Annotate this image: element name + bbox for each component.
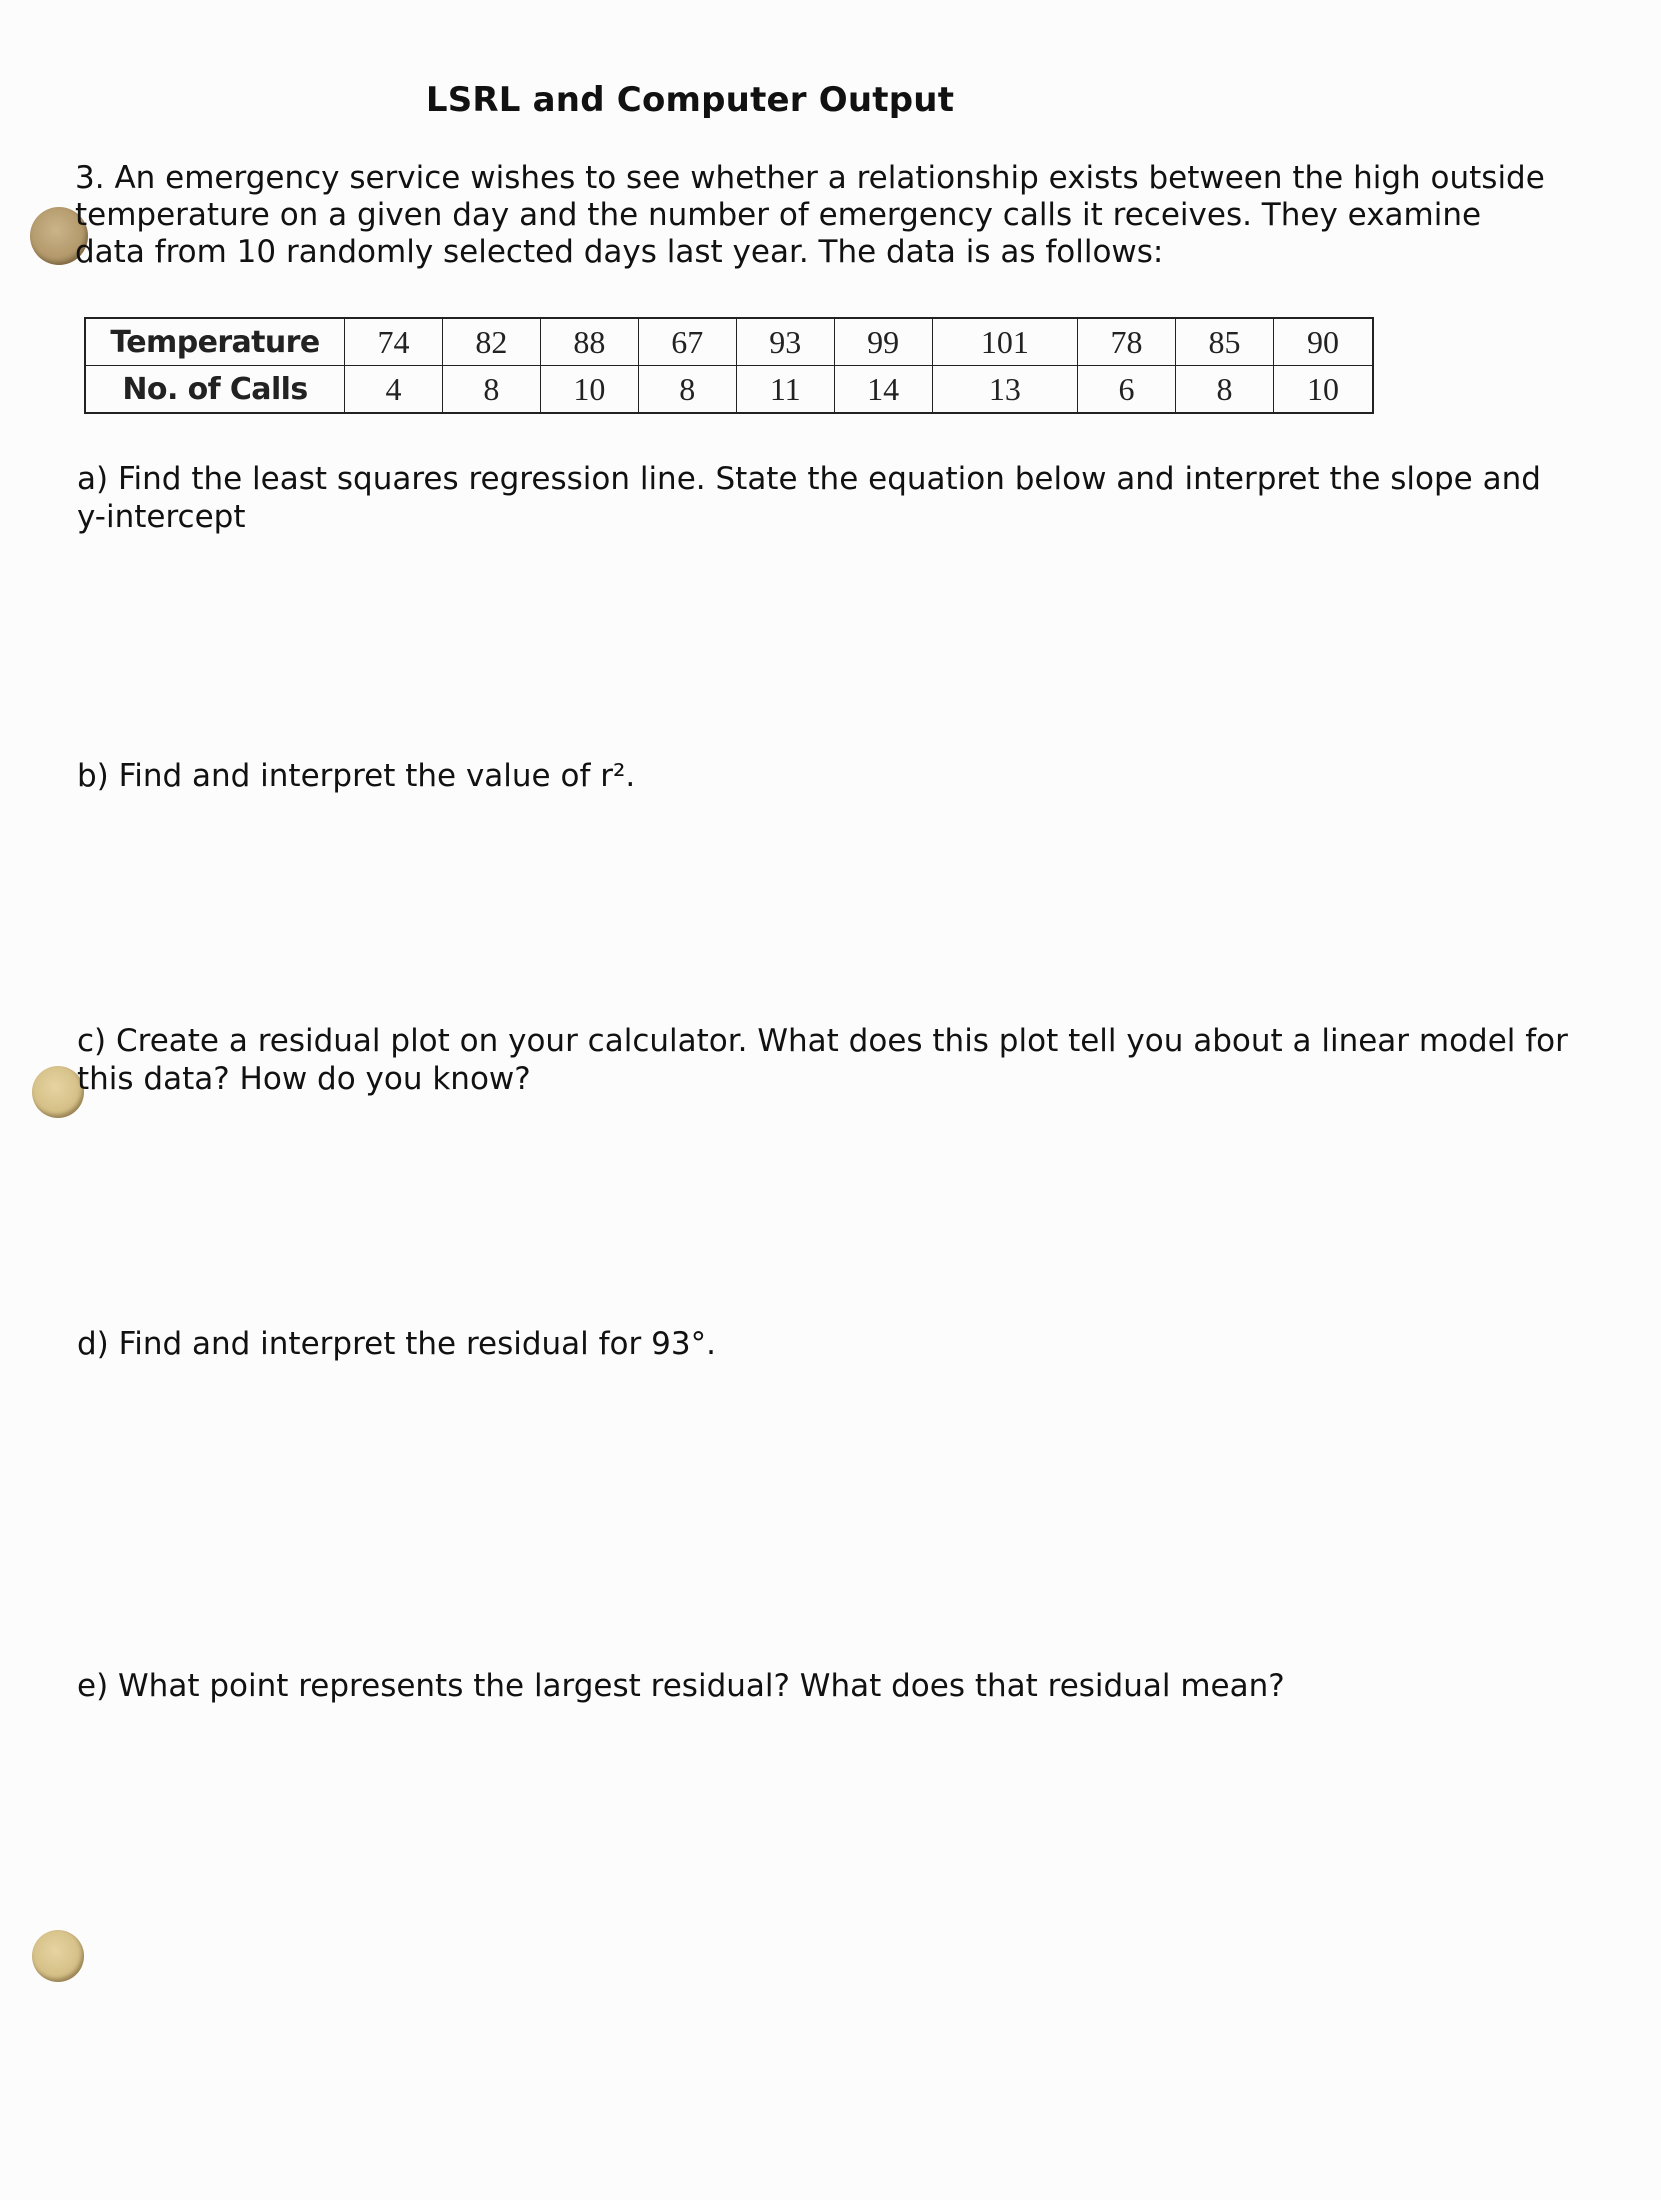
problem-number: 3. (75, 160, 105, 196)
question-d: d) Find and interpret the residual for 93°. (77, 1326, 716, 1362)
calls-cell: 13 (932, 366, 1077, 414)
temperature-cell: 82 (442, 318, 540, 366)
temperature-cell: 85 (1176, 318, 1274, 366)
page-title: LSRL and Computer Output (425, 80, 955, 120)
calls-cell: 14 (834, 366, 932, 414)
temperature-cell: 101 (932, 318, 1077, 366)
calls-cell: 10 (540, 366, 638, 414)
punch-hole-bottom (32, 1930, 84, 1982)
temperature-cell: 93 (736, 318, 834, 366)
calls-cell: 6 (1078, 366, 1176, 414)
calls-cell: 10 (1273, 366, 1373, 414)
calls-cell: 4 (345, 366, 443, 414)
temperature-cell: 88 (540, 318, 638, 366)
temperature-cell: 90 (1273, 318, 1373, 366)
temperature-label: Temperature (85, 318, 345, 366)
temperature-cell: 74 (345, 318, 443, 366)
question-e: e) What point represents the largest residual? What does that residual mean? (77, 1668, 1285, 1704)
calls-cell: 11 (736, 366, 834, 414)
question-b: b) Find and interpret the value of r². (77, 758, 636, 794)
problem-statement (75, 160, 1545, 271)
question-a: a) Find the least squares regression line. State the equation below and interpret the slope and y-intercept (77, 461, 1541, 535)
data-table (84, 317, 1374, 414)
calls-cell: 8 (638, 366, 736, 414)
calls-cell: 8 (442, 366, 540, 414)
problem-text: An emergency service wishes to see whether a relationship exists between the high outside temperature on a given day and the number of emergency calls it receives. They examine data from 10 randomly selected days last year. The data is as follows: (75, 160, 1545, 270)
temperature-row (85, 318, 1373, 366)
temperature-cell: 78 (1078, 318, 1176, 366)
temperature-cell: 67 (638, 318, 736, 366)
calls-label: No. of Calls (85, 366, 345, 414)
temperature-cell: 99 (834, 318, 932, 366)
question-c: c) Create a residual plot on your calculator. What does this plot tell you about a linear model for this data? How do you know? (77, 1023, 1568, 1097)
calls-row (85, 366, 1373, 414)
calls-cell: 8 (1176, 366, 1274, 414)
